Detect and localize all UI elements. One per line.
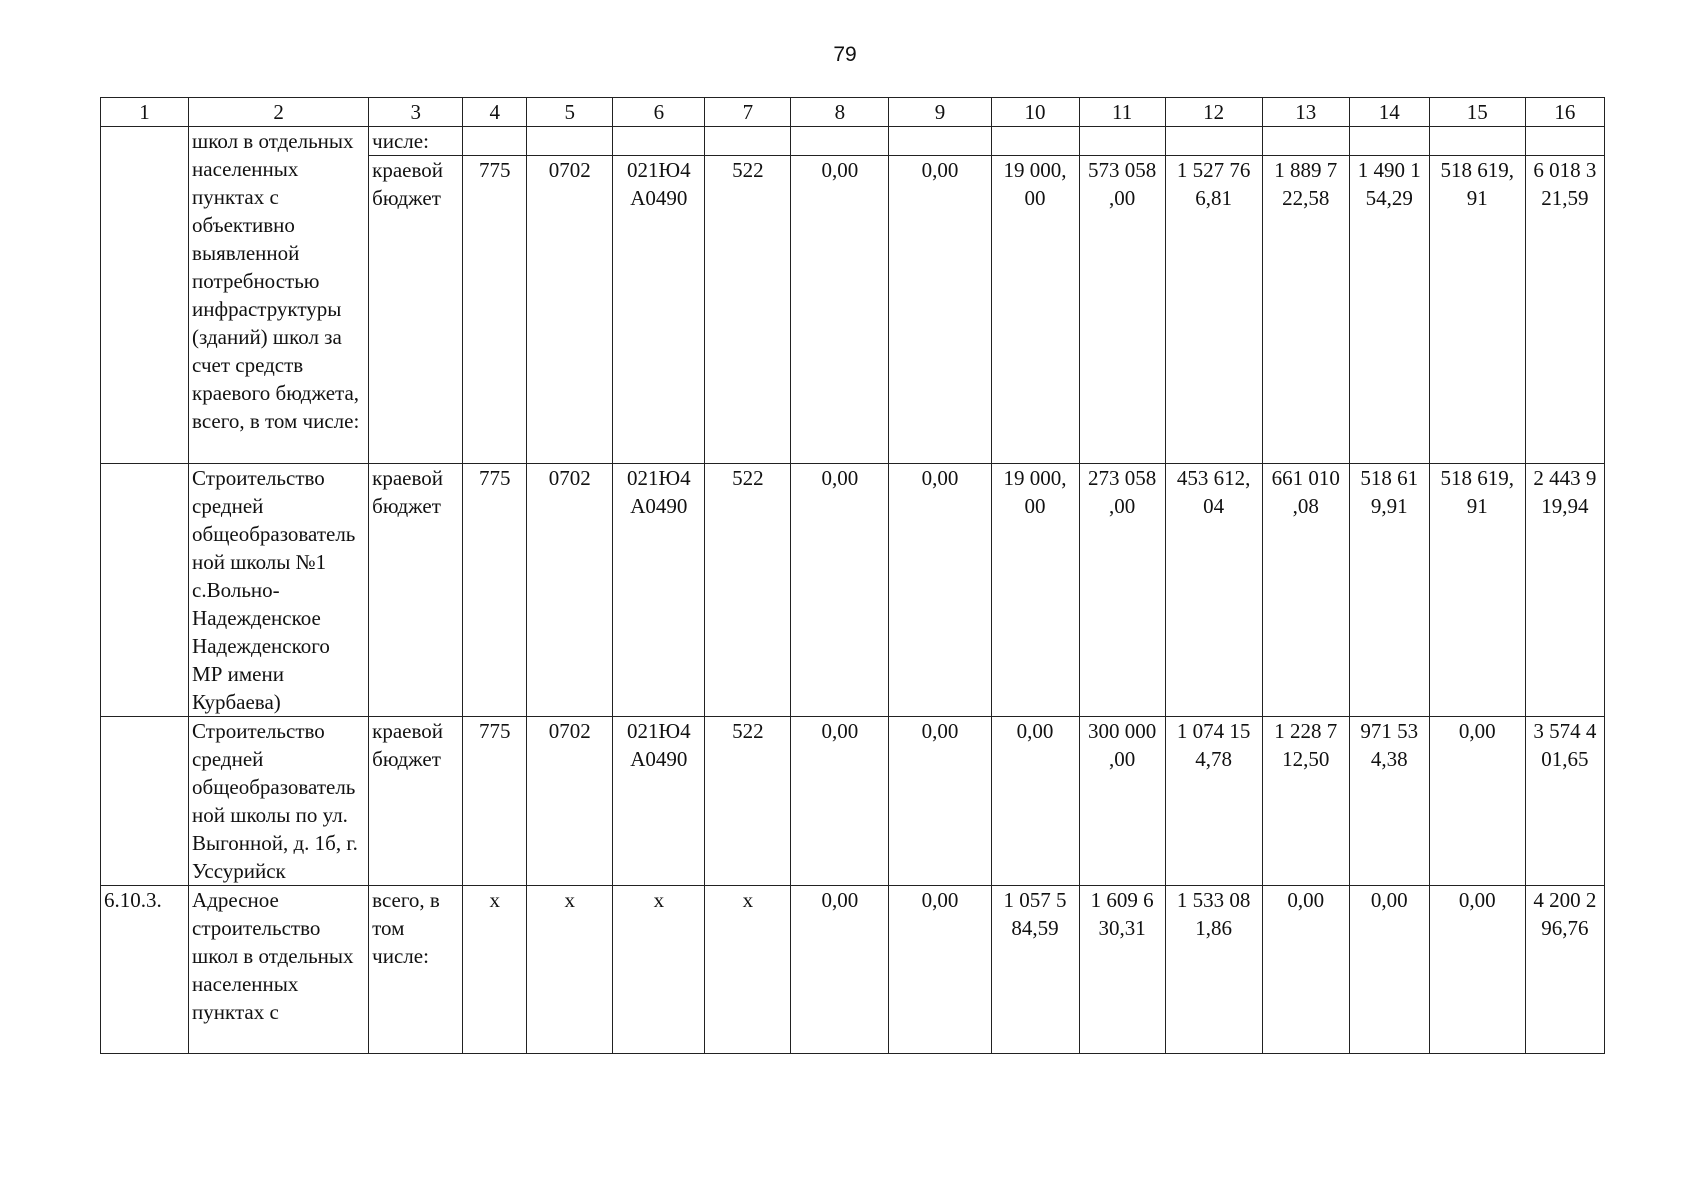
cell-funding-source: краевой бюджет bbox=[369, 464, 463, 717]
cell-value: 453 612, 04 bbox=[1165, 464, 1262, 717]
cell-value: 021Ю4 А0490 bbox=[613, 717, 705, 886]
cell-value: х bbox=[463, 886, 527, 1054]
cell-value: 0,00 bbox=[991, 717, 1079, 886]
column-header: 15 bbox=[1429, 98, 1525, 127]
column-header: 16 bbox=[1525, 98, 1604, 127]
cell-value: 775 bbox=[463, 156, 527, 464]
cell-value: 522 bbox=[705, 156, 791, 464]
cell-number: 6.10.3. bbox=[101, 886, 189, 1054]
column-header: 7 bbox=[705, 98, 791, 127]
cell-number bbox=[101, 717, 189, 886]
cell-value: 775 bbox=[463, 464, 527, 717]
cell-value: х bbox=[527, 886, 613, 1054]
cell-value: 1 609 6 30,31 bbox=[1079, 886, 1165, 1054]
cell-value: 0,00 bbox=[791, 156, 889, 464]
table-row bbox=[101, 717, 1605, 886]
table-row bbox=[101, 127, 1605, 156]
cell-value: 19 000, 00 bbox=[991, 156, 1079, 464]
cell-value: х bbox=[705, 886, 791, 1054]
cell-value: 1 889 7 22,58 bbox=[1262, 156, 1349, 464]
column-header: 12 bbox=[1165, 98, 1262, 127]
cell-value: 0,00 bbox=[1429, 886, 1525, 1054]
cell-value: 1 228 7 12,50 bbox=[1262, 717, 1349, 886]
cell-value: 4 200 2 96,76 bbox=[1525, 886, 1604, 1054]
column-header: 1 bbox=[101, 98, 189, 127]
cell-value: 0,00 bbox=[791, 886, 889, 1054]
cell-value: 1 490 1 54,29 bbox=[1349, 156, 1429, 464]
cell-value: 3 574 4 01,65 bbox=[1525, 717, 1604, 886]
cell-description: Строительство средней общеобразовательной школы по ул. Выгонной, д. 1б, г. Уссурийск bbox=[189, 717, 369, 886]
cell-value: 2 443 9 19,94 bbox=[1525, 464, 1604, 717]
header-row bbox=[101, 98, 1605, 127]
cell-number bbox=[101, 127, 189, 464]
cell-value: 1 527 76 6,81 bbox=[1165, 156, 1262, 464]
cell-value: 0702 bbox=[527, 464, 613, 717]
cell-description: школ в отдельных населенных пунктах с объективно выявленной потребностью инфраструктуры (зданий) школ за счет средств краевого бюджета, всего, в том числе: bbox=[189, 127, 369, 464]
cell-funding-source: всего, в том числе: bbox=[369, 886, 463, 1054]
cell-description: Адресное строительство школ в отдельных населенных пунктах с bbox=[189, 886, 369, 1054]
cell-value: 518 619, 91 bbox=[1429, 156, 1525, 464]
cell-value: 273 058 ,00 bbox=[1079, 464, 1165, 717]
cell-value: 775 bbox=[463, 717, 527, 886]
budget-table bbox=[100, 97, 1605, 1054]
cell-value: 0,00 bbox=[1262, 886, 1349, 1054]
column-header: 5 bbox=[527, 98, 613, 127]
cell-value: 0,00 bbox=[791, 464, 889, 717]
cell-value: 1 533 08 1,86 bbox=[1165, 886, 1262, 1054]
cell-number bbox=[101, 464, 189, 717]
cell-description: Строительство средней общеобразовательной школы №1 с.Вольно-Надежденское Надежденского МР имени Курбаева) bbox=[189, 464, 369, 717]
cell-value: 0,00 bbox=[889, 464, 991, 717]
cell-value: 0,00 bbox=[1429, 717, 1525, 886]
cell-value: 0,00 bbox=[889, 886, 991, 1054]
cell-value: 0,00 bbox=[889, 156, 991, 464]
cell-value: 6 018 3 21,59 bbox=[1525, 156, 1604, 464]
column-header: 13 bbox=[1262, 98, 1349, 127]
cell-value: 522 bbox=[705, 464, 791, 717]
cell-value: 300 000 ,00 bbox=[1079, 717, 1165, 886]
column-header: 8 bbox=[791, 98, 889, 127]
cell-value: 971 53 4,38 bbox=[1349, 717, 1429, 886]
column-header: 6 bbox=[613, 98, 705, 127]
table-row bbox=[101, 886, 1605, 1054]
page-number: 79 bbox=[833, 43, 857, 66]
cell-value: 661 010 ,08 bbox=[1262, 464, 1349, 717]
cell-value: 0,00 bbox=[1349, 886, 1429, 1054]
cell-value: 522 bbox=[705, 717, 791, 886]
cell-value: 0,00 bbox=[889, 717, 991, 886]
cell-value: 021Ю4 А0490 bbox=[613, 464, 705, 717]
cell-funding-source-top: числе: bbox=[369, 127, 463, 156]
cell-value: 0702 bbox=[527, 717, 613, 886]
column-header: 11 bbox=[1079, 98, 1165, 127]
column-header: 4 bbox=[463, 98, 527, 127]
cell-value: 1 057 5 84,59 bbox=[991, 886, 1079, 1054]
column-header: 2 bbox=[189, 98, 369, 127]
column-header: 3 bbox=[369, 98, 463, 127]
cell-value: 021Ю4 А0490 bbox=[613, 156, 705, 464]
cell-funding-source: краевой бюджет bbox=[369, 717, 463, 886]
column-header: 9 bbox=[889, 98, 991, 127]
table-row bbox=[101, 464, 1605, 717]
cell-value: х bbox=[613, 886, 705, 1054]
cell-value: 518 61 9,91 bbox=[1349, 464, 1429, 717]
column-header: 10 bbox=[991, 98, 1079, 127]
column-header: 14 bbox=[1349, 98, 1429, 127]
cell-value: 0,00 bbox=[791, 717, 889, 886]
cell-value: 1 074 15 4,78 bbox=[1165, 717, 1262, 886]
cell-value: 573 058 ,00 bbox=[1079, 156, 1165, 464]
cell-funding-source: краевой бюджет bbox=[369, 156, 463, 464]
cell-value: 19 000, 00 bbox=[991, 464, 1079, 717]
cell-value: 518 619, 91 bbox=[1429, 464, 1525, 717]
cell-value: 0702 bbox=[527, 156, 613, 464]
